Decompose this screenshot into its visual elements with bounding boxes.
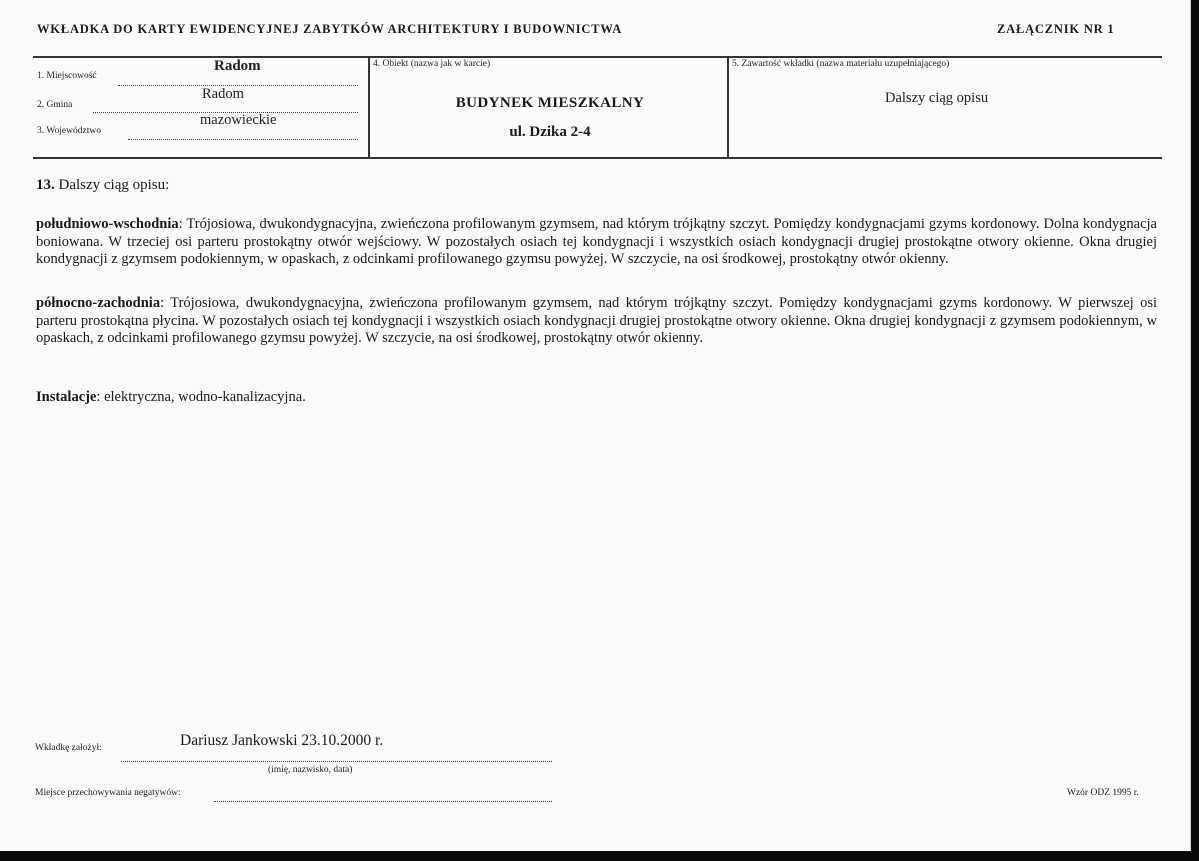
paragraph-installations [36, 389, 1157, 407]
created-by-value: Dariusz Jankowski 23.10.2000 r. [180, 732, 384, 749]
north-west-heading: północno-zachodnia [36, 295, 161, 311]
content-value: Dalszy ciąg opisu [885, 90, 989, 106]
installations-heading: Instalacje [36, 389, 97, 405]
south-east-heading: południowo-wschodnia [36, 216, 179, 232]
annex-number: ZAŁĄCZNIK NR 1 [997, 22, 1115, 36]
created-by-dotted-line [121, 761, 552, 762]
top-rule [33, 56, 1162, 58]
negatives-location-label: Miejsce przechowywania negatywów: [35, 788, 181, 798]
created-by-label: Wkładkę założył: [35, 743, 102, 753]
created-by-caption: (imię, nazwisko, data) [268, 765, 353, 775]
form-title: WKŁADKA DO KARTY EWIDENCYJNEJ ZABYTKÓW ARCHITEKTURY I BUDOWNICTWA [37, 22, 623, 36]
header-bottom-rule [33, 157, 1162, 159]
installations-text: : elektryczna, wodno-kanalizacyjna. [96, 389, 306, 405]
north-west-text: : Trójosiowa, dwukondygnacyjna, zwieńczona profilowanym gzymsem, nad którym trójkątny szczyt. Pomiędzy kondygnacjami gzyms kordonowy. W pierwszej osi parteru prostokątna płycina. W pozostałych osiach tej kondygnacji i wszystkich osiach kondygnacji drugiej prostokątne otwory okienne. Okna drugiej kondygnacji z gzymsem podokiennym, w opaskach, z odcinkami profilowanego gzymsu powyżej. W szczycie, na osi środkowej, prostokątny otwór okienny. [36, 295, 1157, 347]
voivodeship-label: 3. Województwo [37, 126, 101, 136]
template-id: Wzór ODZ 1995 r. [1067, 788, 1139, 798]
locality-value: Radom [214, 58, 261, 74]
section-heading [36, 177, 169, 194]
voivodeship-dotted-line [128, 139, 358, 140]
object-name: BUDYNEK MIESZKALNY [455, 95, 645, 111]
commune-label: 2. Gmina [37, 100, 73, 110]
voivodeship-value: mazowieckie [200, 112, 277, 128]
locality-label: 1. Miejscowość [37, 71, 97, 81]
column-divider-1 [368, 57, 370, 158]
commune-value: Radom [202, 86, 244, 102]
negatives-location-dotted-line [214, 801, 552, 802]
section-title: Dalszy ciąg opisu: [54, 177, 170, 193]
object-address: ul. Dzika 2-4 [509, 124, 591, 140]
paragraph-north-west [36, 295, 1157, 348]
south-east-text: : Trójosiowa, dwukondygnacyjna, zwieńczona profilowanym gzymsem, nad którym trójkątny szczyt. Pomiędzy kondygnacjami gzyms kordonowy. Dolna kondygnacja boniowana. W trzeciej osi parteru prostokątny otwór wejściowy. W pozostałych osiach tej kondygnacji i wszystkich osiach kondygnacji drugiej prostokątne otwory okienne. Okna drugiej kondygnacji z gzymsem podokiennym, w opaskach, z odcinkami profilowanego gzymsu powyżej. W szczycie, na osi środkowej, prostokątny otwór okienny. [36, 216, 1157, 268]
object-label: 4. Obiekt (nazwa jak w karcie) [373, 59, 491, 69]
content-label: 5. Zawartość wkładki (nazwa materiału uzupełniającego) [732, 59, 950, 69]
section-number: 13. [36, 177, 55, 193]
paragraph-south-east [36, 216, 1157, 269]
